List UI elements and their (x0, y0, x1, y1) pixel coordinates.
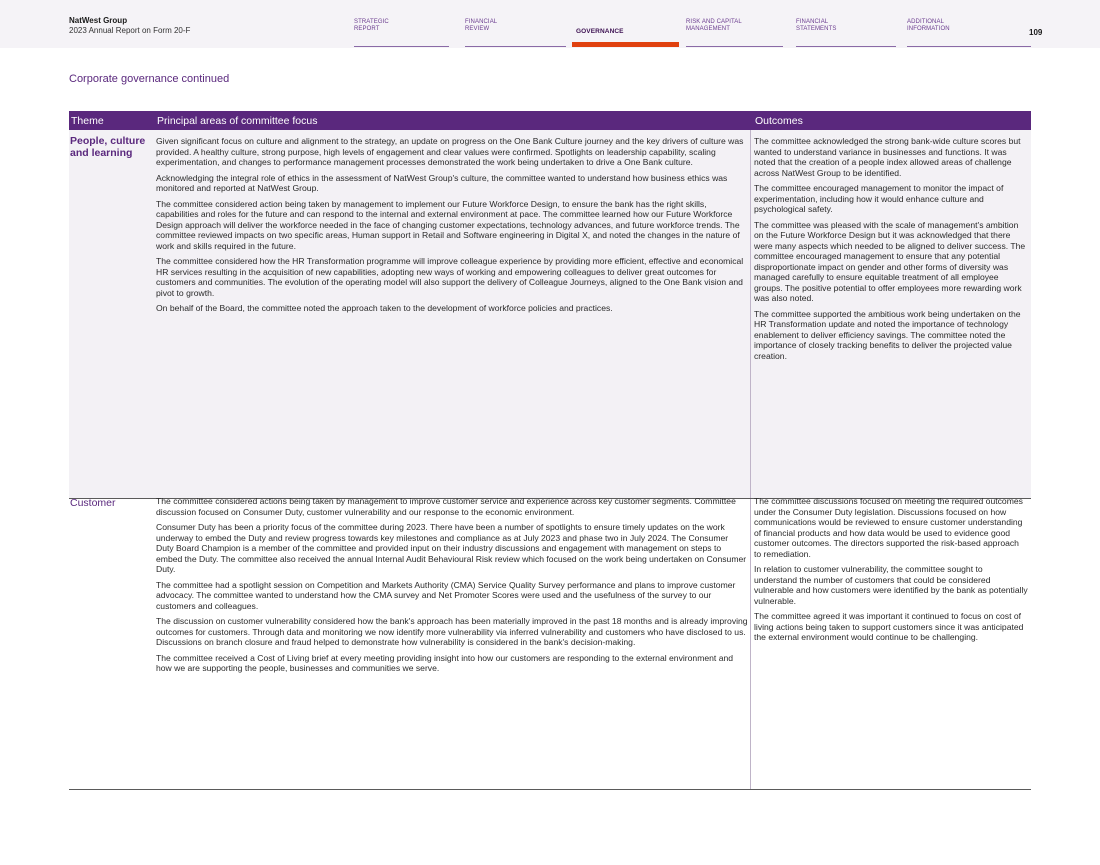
focus-paragraph: The committee had a spotlight session on Competition and Markets Authority (CMA) Service Quality Survey performance and plans to improve customer advocacy. The committee wanted to understand how the CMA survey and Net Promoter Scores were used and the usefulness of the survey to our customers and colleagues. (156, 579, 736, 611)
nav-risk-capital-management[interactable] (686, 19, 783, 47)
header-theme: Theme (71, 115, 104, 127)
row2-outcomes (754, 496, 1028, 648)
nav-label: STATEMENTS (796, 26, 837, 32)
theme-customer (70, 497, 116, 509)
outcome-paragraph: The committee agreed it was important it continued to focus on cost of living actions being taken to support customers since it was anticipated the external environment would continue to be challenging. (754, 611, 1024, 642)
column-divider (750, 498, 751, 789)
header-principal-areas: Principal areas of committee focus (157, 115, 318, 127)
nav-strategic-report[interactable] (354, 19, 449, 47)
row2-focus (156, 496, 748, 679)
outcome-paragraph: In relation to customer vulnerability, the committee sought to understand the number of customers that could be considered vulnerable and how customers were identified by the bank as potentially vulnerable. (754, 564, 1028, 606)
nav-label: REVIEW (465, 26, 490, 32)
outcome-paragraph: The committee was pleased with the scale of management's ambition on the Future Workforce Design but it was acknowledged that there were many aspects which needed to be aligned to deliver success. The committee encouraged management to ensure that any potential disproportionate impact on gender and other forms of diversity was managed carefully to ensure equitable treatment of all employee groups. The positive potential to offer employees more rewarding work was also noted. (754, 219, 1026, 303)
nav-label: STRATEGIC (354, 19, 389, 25)
theme-text: Customer (70, 497, 116, 509)
focus-paragraph: The committee received a Cost of Living brief at every meeting providing insight into how our customers are responding to the external environment and how we are supporting the people, businesses and communities we serve. (156, 652, 734, 673)
nav-label: GOVERNANCE (576, 28, 624, 35)
page-header (0, 0, 1100, 48)
focus-paragraph: Consumer Duty has been a priority focus of the committee during 2023. There have been a number of spotlights to ensure timely updates on the work underway to embed the Duty and review progress towards key milestones and compliance as at July 2023 and phase two in July 2024. The Consumer Duty Board Champion is a member of the committee and provided input on their industry discussions and engagement with management on steps to embed the Duty. The committee also received the annual Internal Audit Behavioural Risk review which focused on the work being undertaken on Consumer Duty. (156, 522, 747, 574)
focus-paragraph: The committee considered actions being taken by management to improve customer service and experience across key customer segments. Committee discussion focused on Consumer Duty, customer vulnerability and our response to the economic environment. (156, 496, 736, 517)
nav-label: ADDITIONAL (907, 19, 945, 25)
row1-focus (156, 136, 748, 319)
focus-paragraph: On behalf of the Board, the committee noted the approach taken to the development of workforce policies and practices. (156, 303, 613, 313)
nav-label: RISK AND CAPITAL (686, 19, 742, 25)
company-name: NatWest Group (69, 16, 128, 25)
focus-paragraph: The discussion on customer vulnerability considered how the bank's approach has been materially improved in the past 18 months and is already improving outcomes for customers. Through data and monitoring we now identify more vulnerability via inferred vulnerability and customers who have disclosed to us. Discussions on branch closure and fraud helped to demonstrate how vulnerability is considered in the bank's decision-making. (156, 616, 748, 647)
nav-label: FINANCIAL (796, 19, 829, 25)
column-divider (750, 130, 751, 498)
focus-paragraph: The committee considered how the HR Transformation programme will improve colleague experience by providing more efficient, effective and economical HR services resulting in the acquisition of new capabilities, adopting new ways of working and empowering colleagues to deliver great outcomes for customers and communities. The evolution of the operating model will also support the delivery of Colleague Journeys, aligned to the One Bank vision and pivot to growth. (156, 256, 744, 298)
focus-paragraph: The committee considered action being taken by management to implement our Future Workforce Design, to ensure the bank has the right skills, capabilities and roles for the future and can respond to the internal and external environment at pace. The committee learned how our Future Workforce Design approach will deliver the workforce needed in the face of changing customer expectations, technology advances, and future workforce trends. The committee reviewed impacts on two specific areas, Human support in Retail and Software engineering in Digital X, and noted the changes in the nature of work and skills required in the future. (156, 198, 740, 251)
focus-paragraph: Acknowledging the integral role of ethics in the assessment of NatWest Group's culture, the committee wanted to understand how business ethics was monitored and reported at NatWest Group. (156, 172, 728, 193)
nav-label: MANAGEMENT (686, 26, 731, 32)
section-title: Corporate governance continued (69, 73, 230, 85)
report-title: 2023 Annual Report on Form 20-F (69, 26, 191, 35)
nav-financial-review[interactable] (465, 19, 566, 47)
nav-label: INFORMATION (907, 26, 950, 32)
nav-label: REPORT (354, 26, 380, 32)
table-bottom-rule (69, 789, 1031, 790)
outcome-paragraph: The committee acknowledged the strong bank-wide culture scores but wanted to understand variance in businesses and functions. It was noted that the creation of a people index allowed areas of challenge across NatWest Group to be identified. (754, 136, 1021, 178)
nav-additional-information[interactable] (907, 19, 1031, 47)
outcome-paragraph: The committee supported the ambitious work being undertaken on the HR Transformation update and noted the importance of technology enablement to deliver efficiency savings. The committee noted the importance of closely tracking benefits to deliver the projected value creation. (754, 308, 1021, 361)
row1-outcomes (754, 136, 1028, 366)
table-header-row (69, 111, 1031, 130)
outcome-paragraph: The committee discussions focused on meeting the required outcomes under the Consumer Duty legislation. Discussions focused on how communications would be reviewed to ensure customer understanding of financial products and how data would be used to evidence good customer outcomes. The directors supported the risk-based approach to remediation. (754, 496, 1023, 559)
nav-governance[interactable] (572, 28, 679, 47)
brand-block (69, 16, 190, 36)
focus-paragraph: Given significant focus on culture and alignment to the strategy, an update on progress on the One Bank Culture journey and the key drivers of culture was provided. A healthy culture, strong purpose, high levels of engagement and clear values were confirmed. Spotlights on leadership capability, scaling experimentation, and changes to performance management processes demonstrated the work being undertaken to drive a One Bank culture. (156, 136, 744, 167)
nav-label: FINANCIAL (465, 19, 498, 25)
page-number: 109 (1029, 28, 1043, 37)
theme-text: and learning (70, 147, 133, 159)
outcome-paragraph: The committee encouraged management to monitor the impact of experimentation, including how it would enhance culture and psychological safety. (754, 183, 1004, 214)
header-outcomes: Outcomes (755, 115, 803, 127)
nav-financial-statements[interactable] (796, 19, 896, 47)
theme-people-culture (70, 135, 145, 159)
theme-text: People, culture (70, 135, 146, 147)
